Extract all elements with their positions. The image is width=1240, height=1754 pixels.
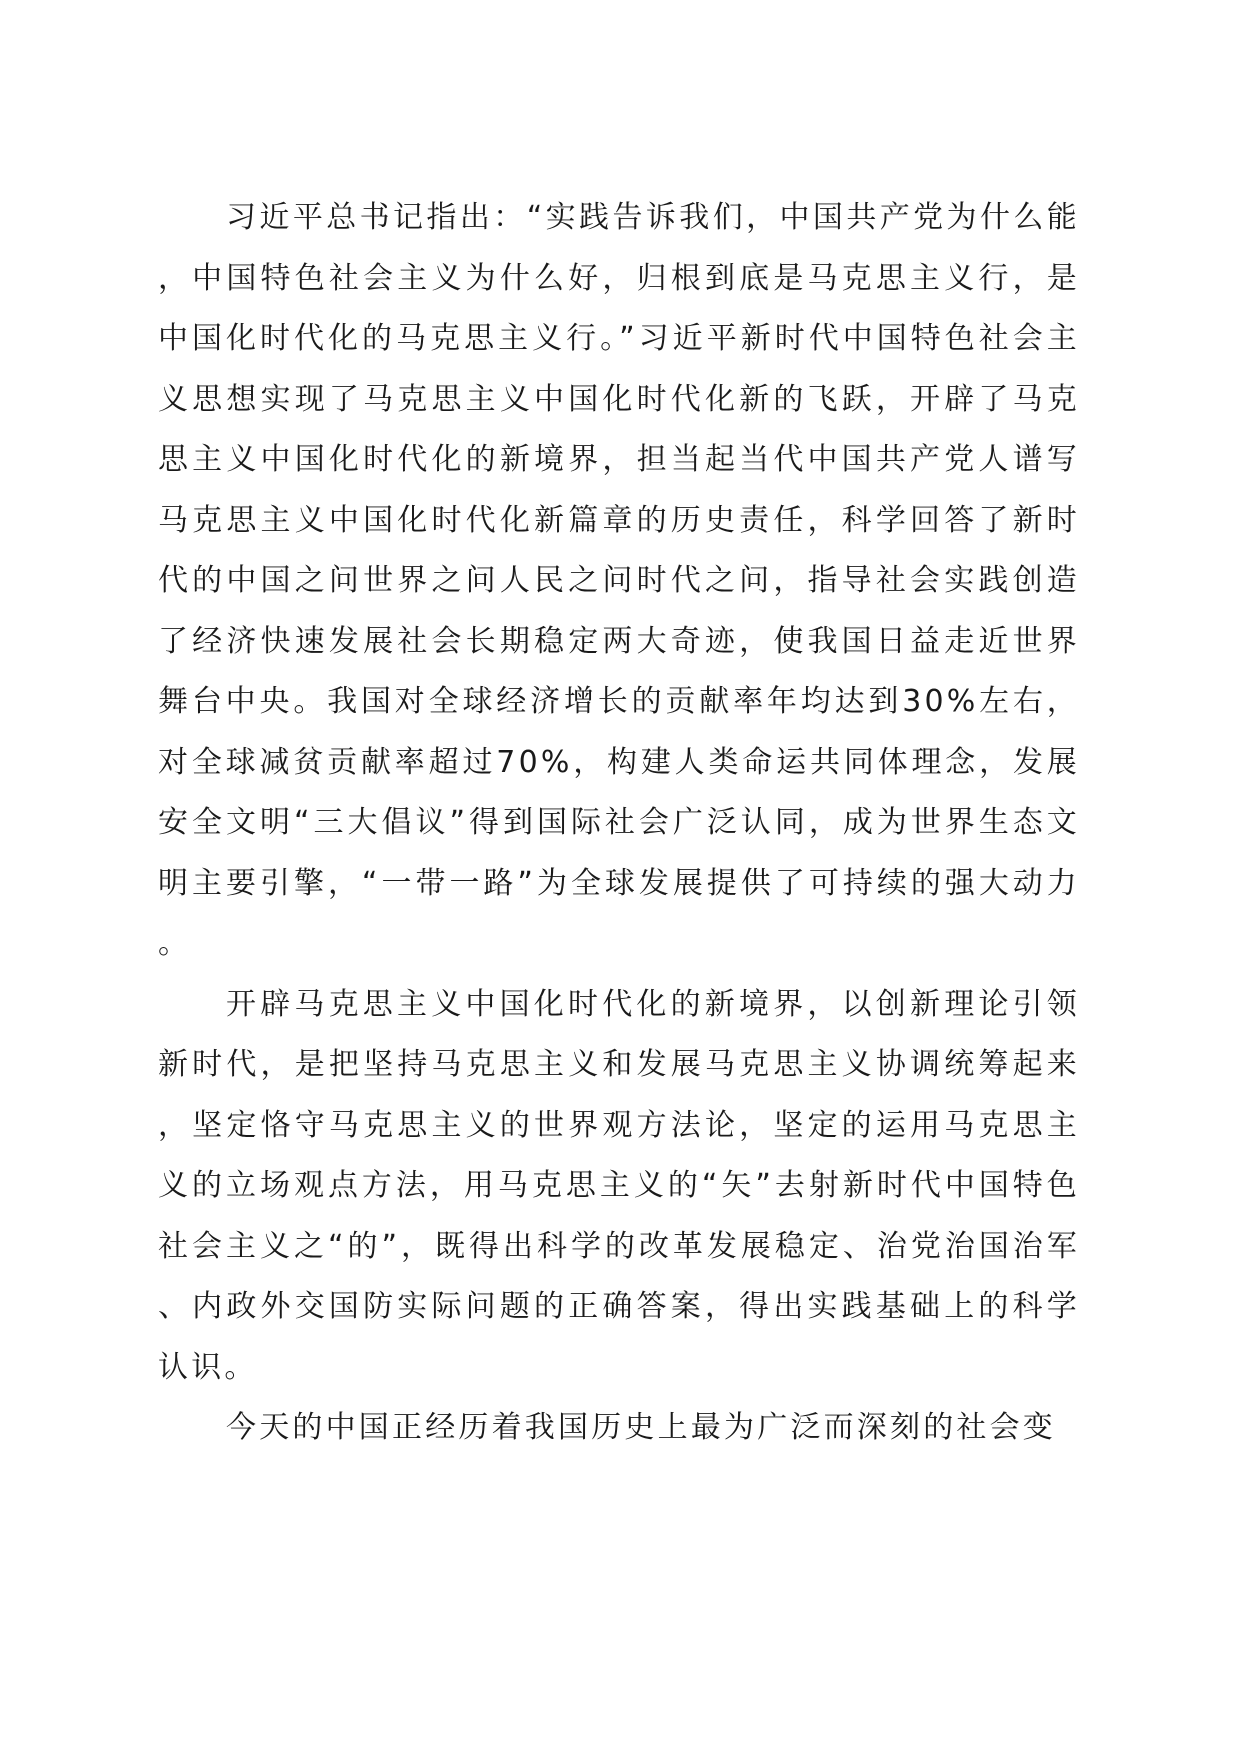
paragraph-2: 开辟马克思主义中国化时代化的新境界，以创新理论引领新时代，是把坚持马克思主义和发展马克思主义协调统筹起来，坚定恪守马克思主义的世界观方法论，坚定的运用马克思主义的立场观点方法，用马克思主义的“矢”去射新时代中国特色社会主义之“的”，既得出科学的改革发展稳定、治党治国治军、内政外交国防实际问题的正确答案，得出实践基础上的科学认识。: [158, 986, 1080, 1385]
paragraph-3: 今天的中国正经历着我国历史上最为广泛而深刻的社会变: [226, 1410, 1056, 1445]
document-body: [158, 188, 1080, 1459]
paragraph-1: 习近平总书记指出：“实践告诉我们，中国共产党为什么能，中国特色社会主义为什么好，归根到底是马克思主义行，是中国化时代化的马克思主义行。”习近平新时代中国特色社会主义思想实现了马克思主义中国化时代化新的飞跃，开辟了马克思主义中国化时代化的新境界，担当起当代中国共产党人谱写马克思主义中国化时代化新篇章的历史责任，科学回答了新时代的中国之问世界之问人民之问时代之问，指导社会实践创造了经济快速发展社会长期稳定两大奇迹，使我国日益走近世界舞台中央。我国对全球经济增长的贡献率年均达到30%左右，对全球减贫贡献率超过70%，构建人类命运共同体理念，发展安全文明“三大倡议”得到国际社会广泛认同，成为世界生态文明主要引擎，“一带一路”为全球发展提供了可持续的强大动力。: [158, 200, 1080, 961]
